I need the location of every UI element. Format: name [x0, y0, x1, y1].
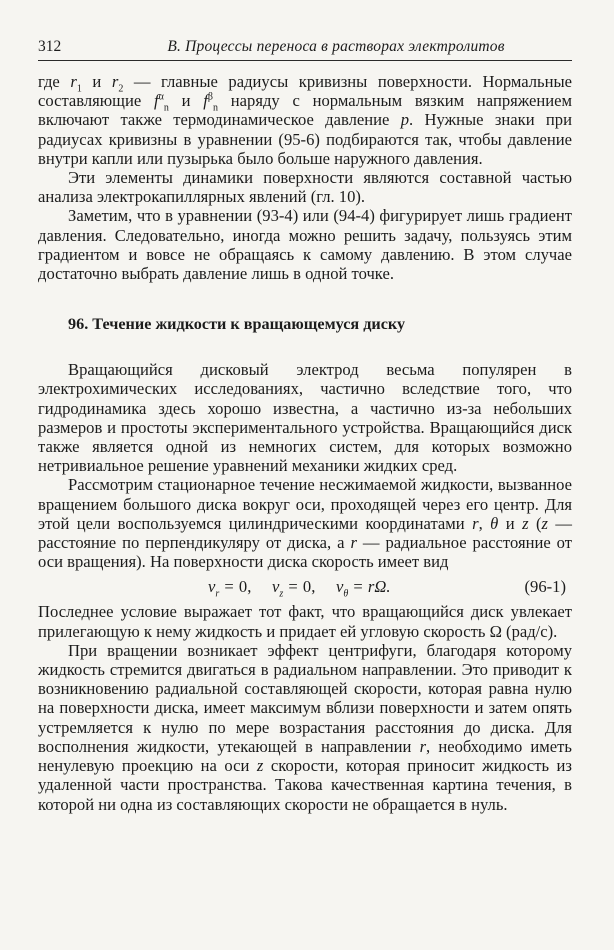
paragraph-angular-velocity: Последнее условие выражает тот факт, что вращающийся диск увлекает прилегающую к нему жидкость и придает ей угловую скорость Ω (рад/с).	[38, 602, 572, 641]
paragraph-curvature: где $r_1$ и $r_2$ — главные радиусы кривизны поверхности. Нормальные составляющие $f^\alpha_n$ и $f^\beta_n$ наряду с нормальным вязким напряжением включают также термодинамическое давление p. Нужные знаки при радиусах кривизны в уравнении (95-6) подбираются так, чтобы давление внутри капли или пузырька было больше наружного давления.	[38, 72, 573, 168]
paragraph-surface-dynamics: Эти элементы динамики поверхности являются составной частью анализа электрокапиллярных явлений (гл. 10).	[38, 168, 572, 207]
page-header	[38, 36, 572, 61]
page-number: 312	[38, 38, 62, 55]
paragraph-cylindrical-coordinates: Рассмотрим стационарное течение несжимаемой жидкости, вызванное вращением большого диска вокруг оси, проходящей через его центр. Для этой цели воспользуемся цилиндрическими координатами r, θ и z (z — расстояние по перпендикуляру от диска, а r — радиальное расстояние от оси вращения). На поверхности диска скорость имеет вид	[38, 475, 572, 572]
paragraph-pressure-gradient: Заметим, что в уравнении (93-4) или (94-4) фигурирует лишь градиент давления. Следовательно, иногда можно решить задачу, пользуясь этим градиентом и вовсе не обращаясь к самому давлению. В этом случае достаточно выбрать давление лишь в одной точке.	[38, 206, 572, 284]
section-heading: 96. Течение жидкости к вращающемуся диску	[68, 315, 406, 334]
paragraph-rotating-disk-intro: Вращающийся дисковый электрод весьма популярен в электрохимических исследованиях, частично вследствие того, что гидродинамика здесь хорошо известна, а частично из-за небольших размеров и простоты экспериментального устройства. Вращающийся диск также является одной из немногих систем, для которых возможно нетривиальное решение уравнений механики жидких сред.	[38, 360, 572, 476]
equation-96-1	[38, 571, 572, 602]
equation-body: $v_r = 0$, $v_z = 0$, $v_\theta = r\Omega$.	[208, 577, 391, 600]
running-title: В. Процессы переноса в растворах электролитов	[167, 38, 505, 55]
page-content	[38, 72, 572, 814]
equation-number: (96-1)	[524, 577, 566, 597]
paragraph-centrifuge-effect: При вращении возникает эффект центрифуги, благодаря которому жидкость стремится двигаться в радиальном направлении. Это приводит к возникновению радиальной составляющей скорости, которая равна нулю на поверхности диска, имеет максимум вблизи поверхности и затем опять устремляется к нулю по мере возрастания расстояния до диска. Для восполнения жидкости, утекающей в направлении r, необходимо иметь ненулевую проекцию на оси z скорости, которая приносит жидкость из удаленной части пространства. Такова качественная картина течения, в которой ни одна из составляющих скорости не обращается в нуль.	[38, 640, 572, 814]
